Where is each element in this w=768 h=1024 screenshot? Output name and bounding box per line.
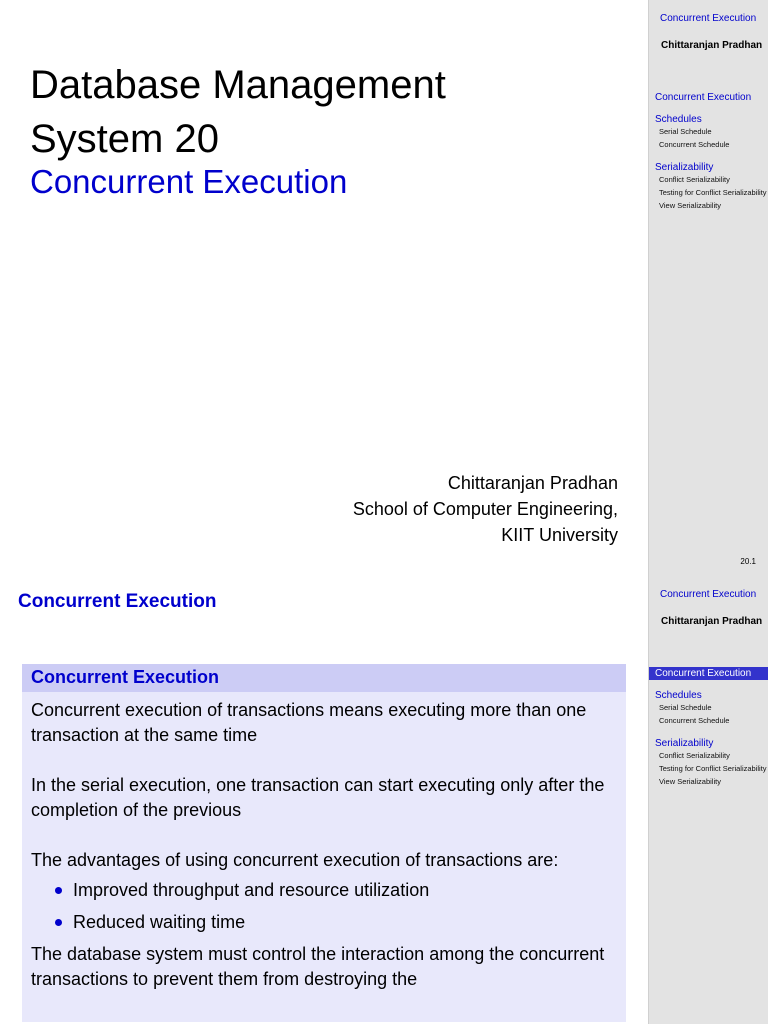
frame-title: Concurrent Execution (18, 591, 217, 612)
author-block (353, 470, 618, 548)
sidebar-nav (649, 91, 768, 213)
sidebar-author: Chittaranjan Pradhan (661, 40, 763, 51)
sidebar-item-schedules[interactable]: Schedules (655, 690, 702, 701)
block-body (22, 692, 626, 1022)
sidebar-subitem-view-serializability[interactable]: View Serializability (659, 777, 721, 786)
content-block (22, 664, 626, 1022)
sidebar-item-concurrent-execution[interactable]: Concurrent Execution (649, 667, 768, 680)
sidebar-item-serializability[interactable]: Serializability (655, 162, 714, 173)
paragraph-control: The database system must control the interaction among the concurrent transactions to prevent them from destroying the (31, 944, 605, 989)
sidebar-item-schedules[interactable]: Schedules (655, 114, 702, 125)
sidebar-title[interactable]: Concurrent Execution (660, 13, 757, 24)
bullet-icon (55, 887, 62, 894)
sidebar-subitem-serial-schedule[interactable]: Serial Schedule (659, 703, 712, 712)
page-number: 20.1 (740, 557, 756, 566)
list-item-text: Reduced waiting time (73, 912, 246, 932)
list-item (51, 910, 617, 935)
sidebar-subitem-testing-conflict-serializability[interactable]: Testing for Conflict Serializability (659, 188, 767, 197)
sidebar-item-concurrent-execution[interactable]: Concurrent Execution (655, 92, 752, 103)
title-line-2: System 20 (30, 117, 219, 161)
sidebar (648, 0, 768, 576)
presentation-title (30, 58, 630, 166)
sidebar-nav (649, 667, 768, 789)
paragraph-serial-execution: In the serial execution, one transaction can start executing only after the completion of the previous (31, 775, 605, 820)
sidebar-subitem-serial-schedule[interactable]: Serial Schedule (659, 127, 712, 136)
institute-line-1: School of Computer Engineering, (352, 499, 618, 519)
bullet-icon (55, 919, 62, 926)
sidebar-subitem-concurrent-schedule[interactable]: Concurrent Schedule (659, 716, 730, 725)
sidebar-subitem-concurrent-schedule[interactable]: Concurrent Schedule (659, 140, 730, 149)
list-item-text: Improved throughput and resource utilization (73, 880, 430, 900)
slide-main-area (0, 576, 648, 1024)
sidebar-subitem-view-serializability[interactable]: View Serializability (659, 201, 721, 210)
paragraph-advantages: The advantages of using concurrent execution of transactions are: (31, 850, 559, 870)
institute-line-2: KIIT University (501, 525, 618, 545)
slide-main-area (0, 0, 648, 576)
list-item (51, 878, 617, 903)
sidebar-subitem-testing-conflict-serializability[interactable]: Testing for Conflict Serializability (659, 764, 767, 773)
sidebar-subitem-conflict-serializability[interactable]: Conflict Serializability (659, 751, 730, 760)
sidebar-subitem-conflict-serializability[interactable]: Conflict Serializability (659, 175, 730, 184)
title-line-1: Database Management (30, 63, 446, 107)
sidebar-item-serializability[interactable]: Serializability (655, 738, 714, 749)
block-title: Concurrent Execution (22, 664, 626, 692)
author-name: Chittaranjan Pradhan (447, 473, 618, 493)
sidebar-title[interactable]: Concurrent Execution (660, 589, 757, 600)
content-slide (0, 576, 768, 1024)
advantages-list (31, 878, 617, 935)
presentation-subtitle: Concurrent Execution (30, 163, 348, 200)
sidebar (648, 576, 768, 1024)
sidebar-author: Chittaranjan Pradhan (661, 616, 763, 627)
paragraph-definition: Concurrent execution of transactions means executing more than one transaction at the same time (31, 700, 587, 745)
